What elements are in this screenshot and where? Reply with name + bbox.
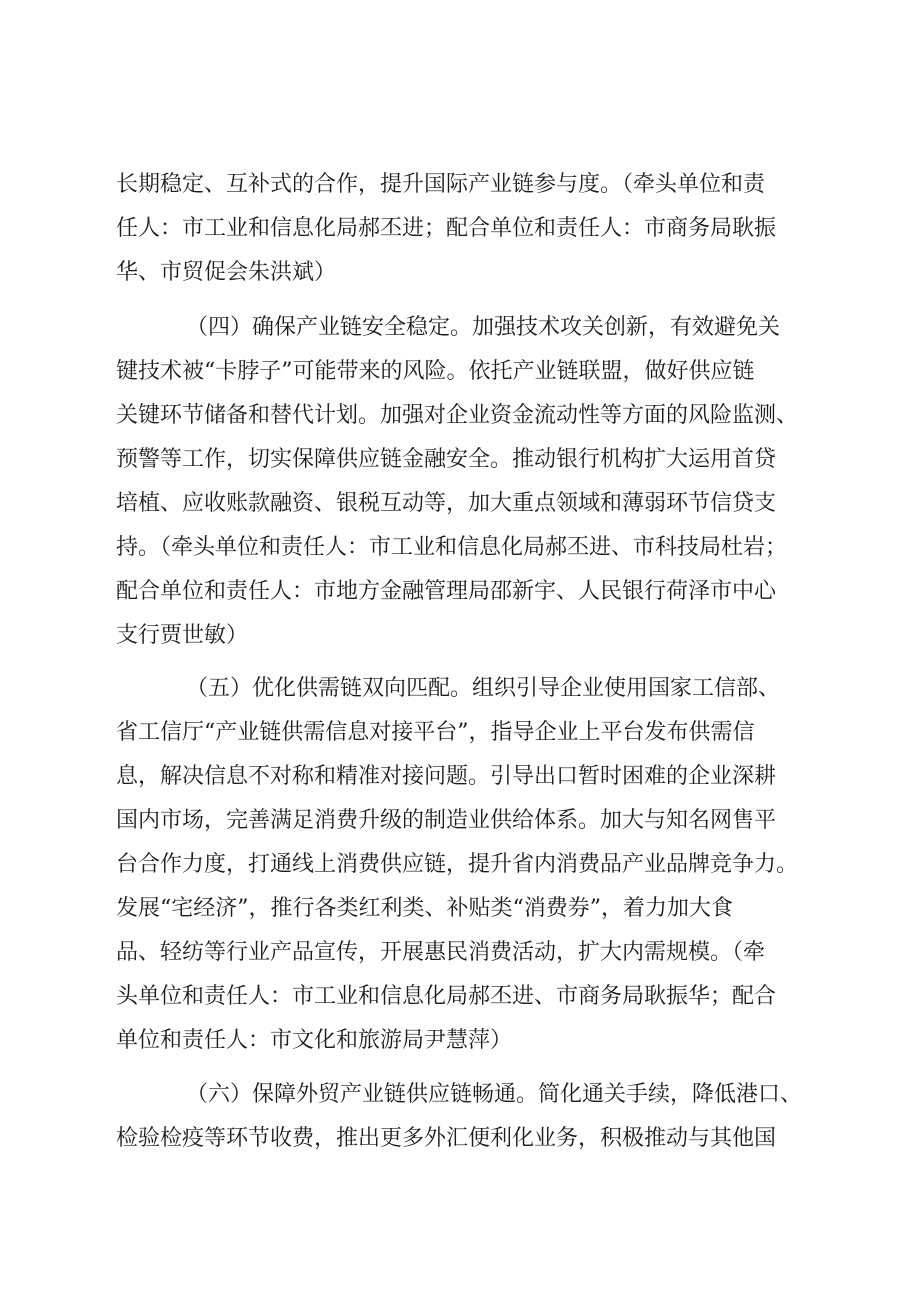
text-line: 支行贾世敏） [116,623,249,648]
text-line: 单位和责任人：市文化和旅游局尹慧萍） [116,1028,513,1053]
text-line: 键技术被“卡脖子”可能带来的风险。依托产业链联盟，做好供应链 [116,359,755,384]
text-line: 发展“宅经济”，推行各类红利类、补贴类“消费券”，着力加大食 [116,896,733,921]
paragraph-first-line: （四）确保产业链安全稳定。加强技术攻关创新，有效避免关 [186,315,781,340]
text-line: 省工信厅“产业链供需信息对接平台”，指导企业上平台发布供需信 [116,720,755,745]
text-line: 国内市场，完善满足消费升级的制造业供给体系。加大与知名网售平 [116,808,777,833]
text-line: 品、轻纺等行业产品宣传，开展惠民消费活动，扩大内需规模。（牵 [116,940,766,965]
text-line: 台合作力度，打通线上消费供应链，提升省内消费品产业品牌竞争力。 [116,852,799,877]
text-line: 息，解决信息不对称和精准对接问题。引导出口暂时困难的企业深耕 [116,764,777,789]
text-line: 预警等工作，切实保障供应链金融安全。推动银行机构扩大运用首贷 [116,447,777,472]
text-line: 长期稳定、互补式的合作，提升国际产业链参与度。（牵头单位和责 [116,172,766,197]
paragraph-first-line: （六）保障外贸产业链供应链畅通。简化通关手续，降低港口、 [186,1082,803,1107]
text-line: 头单位和责任人：市工业和信息化局郝丕进、市商务局耿振华；配合 [116,984,777,1009]
paragraph-first-line: （五）优化供需链双向匹配。组织引导企业使用国家工信部、 [186,676,781,701]
text-line: 华、市贸促会朱洪斌） [116,260,337,285]
text-line: 检验检疫等环节收费，推出更多外汇便利化业务，积极推动与其他国 [116,1126,777,1151]
text-line: 关键环节储备和替代计划。加强对企业资金流动性等方面的风险监测、 [116,403,799,428]
text-line: 配合单位和责任人：市地方金融管理局邵新宇、人民银行荷泽市中心 [116,579,777,604]
text-line: 任人：市工业和信息化局郝丕进；配合单位和责任人：市商务局耿振 [116,216,777,241]
text-line: 持。（牵头单位和责任人：市工业和信息化局郝丕进、市科技局杜岩； [116,535,788,560]
text-line: 培植、应收账款融资、银税互动等，加大重点领域和薄弱环节信贷支 [116,491,777,516]
